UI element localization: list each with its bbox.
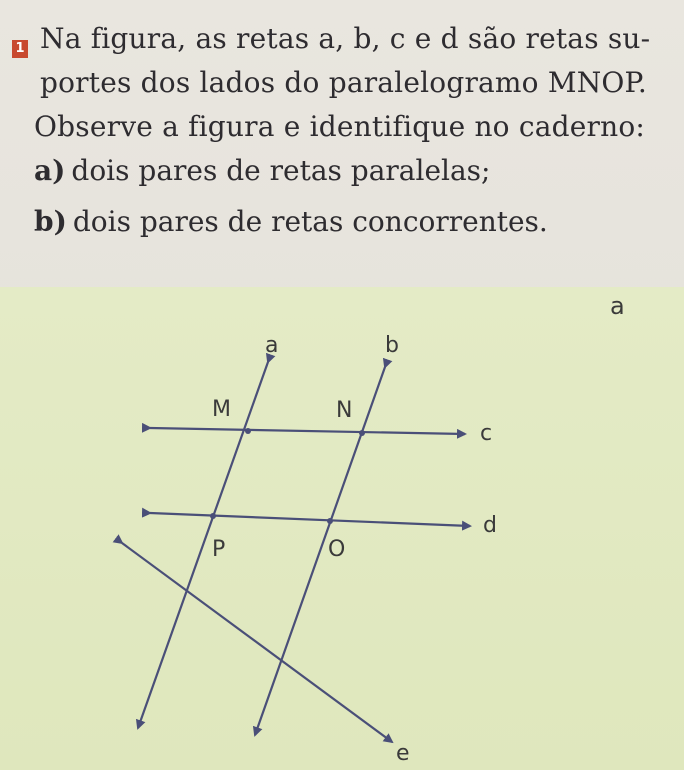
vertex-M-point: [245, 428, 251, 434]
vertex-N-point: [359, 430, 365, 436]
line-a: [138, 362, 268, 728]
line-b: [255, 367, 385, 735]
label-a: a: [265, 333, 279, 358]
label-e: e: [396, 741, 410, 766]
label-M: M: [212, 397, 231, 422]
label-P: P: [212, 537, 226, 562]
label-N: N: [336, 398, 353, 423]
item-a-mark: a): [34, 154, 66, 187]
statement-line-1: Na figura, as retas a, b, c e d são retas su-: [40, 22, 651, 55]
item-a-text: dois pares de retas paralelas;: [71, 154, 491, 187]
item-b-text: dois pares de retas concorrentes.: [72, 205, 548, 238]
figure-tag: a: [610, 292, 625, 320]
exercise-number: 1: [12, 40, 28, 58]
label-O: O: [328, 537, 346, 562]
line-d: [150, 513, 470, 526]
label-c: c: [480, 421, 493, 446]
vertex-P-point: [210, 513, 216, 519]
item-b-mark: b): [34, 205, 67, 238]
line-c: [150, 428, 465, 434]
instruction: Observe a figura e identifique no caderno:: [34, 110, 646, 143]
vertex-O-point: [327, 518, 333, 524]
label-b: b: [385, 333, 399, 358]
label-d: d: [483, 513, 497, 538]
line-e: [122, 543, 392, 742]
statement-line-2: portes dos lados do paralelogramo MNOP.: [40, 66, 648, 99]
